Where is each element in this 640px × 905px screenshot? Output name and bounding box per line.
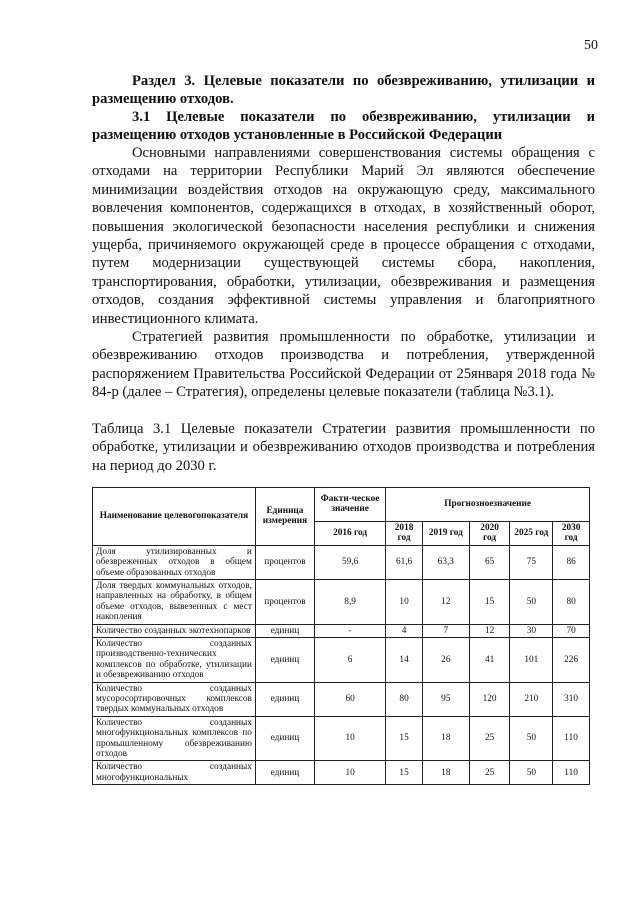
indicator-unit: единиц (255, 716, 314, 761)
header-year: 2018 год (386, 521, 423, 545)
value-cell: 60 (314, 682, 385, 716)
value-cell: 4 (386, 624, 423, 637)
section-subtitle: 3.1 Целевые показатели по обезвреживанию, утилизации и размещению отходов установленные в Российской Федерации (92, 109, 595, 143)
indicator-name: Количество созданных многофункциональных (93, 761, 256, 785)
value-cell: 26 (422, 637, 469, 682)
targets-table (92, 487, 590, 785)
indicator-name: Доля твердых коммунальных отходов, направленных на обработку, в общем объеме отходов, вывезенных с мест накопления (93, 579, 256, 624)
value-cell: 30 (510, 624, 553, 637)
indicator-unit: единиц (255, 761, 314, 785)
value-cell: 210 (510, 682, 553, 716)
indicator-name: Количество созданных мусоросортировочных комплексов твердых коммунальных отходов (93, 682, 256, 716)
value-cell: 10 (386, 579, 423, 624)
value-cell: 63,3 (422, 545, 469, 579)
value-cell: 18 (422, 761, 469, 785)
value-cell: 7 (422, 624, 469, 637)
value-cell: 18 (422, 716, 469, 761)
table-body (93, 545, 590, 785)
table-row (93, 682, 590, 716)
paragraph-directions: Основными направлениями совершенствования системы обращения с отходами на территории Республики Марий Эл являются обеспечение минимизации воздействия отходов на окружающую среду, максимального вовлечения компонентов, содержащихся в отходах, в хозяйственный оборот, повышения экологической безопасности населения республики и снижения ущерба, причиняемого окружающей среде в процессе обращения с отходами, путем модернизации существующей системы сбора, накопления, транспортирования, обработки, утилизации, обезвреживания и размещения отходов, создания эффективной системы управления и благоприятного инвестиционного климата. (92, 145, 595, 327)
page-number: 50 (584, 38, 598, 53)
value-cell: 14 (386, 637, 423, 682)
value-cell: 12 (469, 624, 510, 637)
value-cell: 50 (510, 579, 553, 624)
value-cell: 120 (469, 682, 510, 716)
value-cell: 12 (422, 579, 469, 624)
indicator-name: Доля утилизированных и обезвреженных отходов в общем объеме образованных отходов (93, 545, 256, 579)
value-cell: 80 (553, 579, 590, 624)
page-content (92, 72, 595, 785)
header-year: 2019 год (422, 521, 469, 545)
value-cell: 95 (422, 682, 469, 716)
value-cell: 61,6 (386, 545, 423, 579)
value-cell: 15 (469, 579, 510, 624)
table-row (93, 716, 590, 761)
header-name: Наименование целевогопоказателя (93, 487, 256, 545)
table-row (93, 761, 590, 785)
value-cell: 110 (553, 716, 590, 761)
table-row (93, 637, 590, 682)
indicator-name: Количество созданных производственно-технических комплексов по обработке, утилизации и обезвреживанию отходов (93, 637, 256, 682)
value-cell: 226 (553, 637, 590, 682)
indicator-name: Количество созданных многофункциональных комплексов по промышленному обезвреживанию отходов (93, 716, 256, 761)
value-cell: 15 (386, 761, 423, 785)
indicator-unit: процентов (255, 545, 314, 579)
section-title: Раздел 3. Целевые показатели по обезвреживанию, утилизации и размещению отходов. (92, 73, 595, 107)
header-year: 2025 год (510, 521, 553, 545)
header-year: 2020 год (469, 521, 510, 545)
value-cell: 59,6 (314, 545, 385, 579)
value-cell: 10 (314, 761, 385, 785)
value-cell: 10 (314, 716, 385, 761)
indicator-name: Количество созданных экотехнопарков (93, 624, 256, 637)
header-year: 2030 год (553, 521, 590, 545)
value-cell: 50 (510, 716, 553, 761)
value-cell: 70 (553, 624, 590, 637)
header-year: 2016 год (314, 521, 385, 545)
value-cell: 80 (386, 682, 423, 716)
value-cell: 65 (469, 545, 510, 579)
value-cell: - (314, 624, 385, 637)
indicator-unit: единиц (255, 637, 314, 682)
value-cell: 41 (469, 637, 510, 682)
table-row (93, 579, 590, 624)
paragraph-strategy: Стратегией развития промышленности по обработке, утилизации и обезвреживанию отходов производства и потребления, утвержденной распоряжением Правительства Российской Федерации от 25января 2018 года № 84-р (далее – Стратегия), определены целевые показатели (таблица №3.1). (92, 329, 595, 401)
header-actual: Факти-ческое значение (314, 487, 385, 521)
table-caption: Таблица 3.1 Целевые показатели Стратегии развития промышленности по обработке, утилизации и обезвреживанию отходов производства и потребления на период до 2030 г. (92, 420, 595, 474)
value-cell: 8,9 (314, 579, 385, 624)
value-cell: 101 (510, 637, 553, 682)
header-unit: Единица измерения (255, 487, 314, 545)
table-row (93, 624, 590, 637)
value-cell: 6 (314, 637, 385, 682)
header-forecast: Прогнозноезначение (386, 487, 590, 521)
value-cell: 310 (553, 682, 590, 716)
indicator-unit: единиц (255, 682, 314, 716)
value-cell: 15 (386, 716, 423, 761)
indicator-unit: единиц (255, 624, 314, 637)
value-cell: 75 (510, 545, 553, 579)
value-cell: 110 (553, 761, 590, 785)
table-row (93, 545, 590, 579)
indicator-unit: процентов (255, 579, 314, 624)
value-cell: 25 (469, 761, 510, 785)
value-cell: 86 (553, 545, 590, 579)
value-cell: 25 (469, 716, 510, 761)
value-cell: 50 (510, 761, 553, 785)
